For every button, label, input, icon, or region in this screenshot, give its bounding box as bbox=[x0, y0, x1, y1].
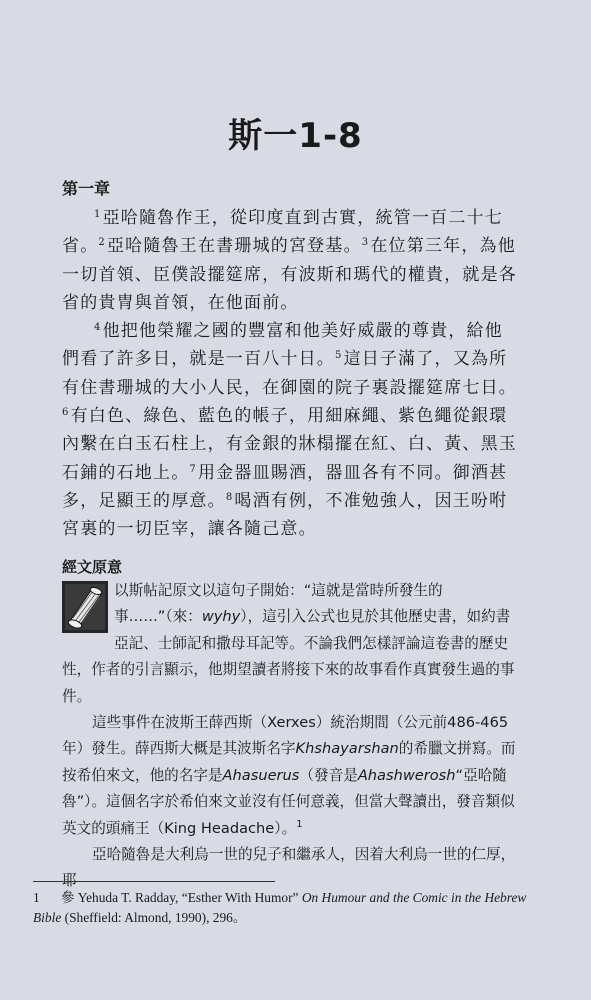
footnote-text: 參 Yehuda T. Radday, “Esther With Humor” On Humour and the Comic in the Hebrew Bible (Sheffield: Almond, 1990), 296。 bbox=[33, 890, 527, 925]
verse-text: 有白色、綠色、藍色的帳子，用細麻繩、紫色繩從銀環內繫在白玉石柱上，有金銀的牀榻擺在紅、白、黃、黑玉石鋪的石地上。 bbox=[62, 406, 517, 483]
footnote-divider bbox=[33, 881, 275, 882]
verse-text: 亞哈隨魯作王，從印度直到古實，統管一百二十七省。 bbox=[62, 208, 503, 257]
scripture-paragraph bbox=[62, 317, 518, 543]
page-title: 斯一1-8 bbox=[228, 116, 363, 156]
scroll-icon bbox=[62, 581, 108, 633]
verse-number: 5 bbox=[335, 350, 343, 362]
verse-number: 6 bbox=[62, 407, 70, 419]
verse-text: 在位第三年，為他一切首領、臣僕設擺筵席，有波斯和瑪代的權貴，就是各省的貴冑與首領，在他面前。 bbox=[62, 236, 517, 313]
section-heading: 經文原意 bbox=[62, 558, 123, 576]
footnote bbox=[33, 888, 533, 928]
commentary-paragraph: 亞哈隨魯是大利烏一世的兒子和繼承人，因着大利烏一世的仁厚，耶 bbox=[62, 846, 516, 890]
verse-number: 7 bbox=[189, 463, 197, 475]
verse-number: 8 bbox=[225, 491, 234, 503]
verse-text: 他把他榮耀之國的豐富和他美好威嚴的尊貴，給他們看了許多日，就是一百八十日。 bbox=[62, 321, 503, 370]
commentary-paragraph: 這些事件在波斯王薛西斯（Xerxes）統治期間（公元前486-465年）發生。薛西斯大概是其波斯名字Khshayarshan的希臘文拼寫。而按希伯來文，他的名字是Ahasuerus（發音是Ahashwerosh“亞哈隨魯”）。這個名字於希伯來文並沒有任何意義，但當大聲讀出，發音類似英文的頭痛王（King Headache）。$^1$ bbox=[62, 714, 516, 837]
verse-text: 這日子滿了，又為所有住書珊城的大小人民，在御園的院子裏設擺筵席七日。 bbox=[62, 349, 517, 398]
verse-text: 用金器皿賜酒，器皿各有不同。御酒甚多，足顯王的厚意。 bbox=[62, 462, 508, 511]
chapter-heading: 第一章 bbox=[62, 179, 111, 198]
scripture-paragraph bbox=[62, 204, 518, 317]
commentary-text bbox=[62, 578, 518, 895]
verse-text: 亞哈隨魯王在書珊城的宮登基。 bbox=[106, 236, 362, 257]
verse-number: 4 bbox=[94, 322, 102, 334]
commentary-paragraph: 以斯帖記原文以這句子開始：“這就是當時所發生的事……”（來：wyhy），這引入公式也見於其他歷史書，如約書亞記、士師記和撒母耳記等。不論我們怎樣評論這卷書的歷史性，作者的引言顯示，他期望讀者將接下來的故事看作真實發生過的事件。 bbox=[62, 582, 515, 705]
scripture-text bbox=[62, 204, 518, 544]
footnote-number: 1 bbox=[33, 890, 40, 905]
verse-number: 1 bbox=[94, 209, 102, 220]
verse-number: 2 bbox=[98, 237, 106, 249]
verse-text: 喝酒有例，不准勉強人，因王吩咐宮裏的一切臣宰，讓各隨己意。 bbox=[62, 490, 508, 540]
footnote-ref: 1 bbox=[296, 818, 303, 830]
verse-number: 3 bbox=[361, 237, 370, 249]
